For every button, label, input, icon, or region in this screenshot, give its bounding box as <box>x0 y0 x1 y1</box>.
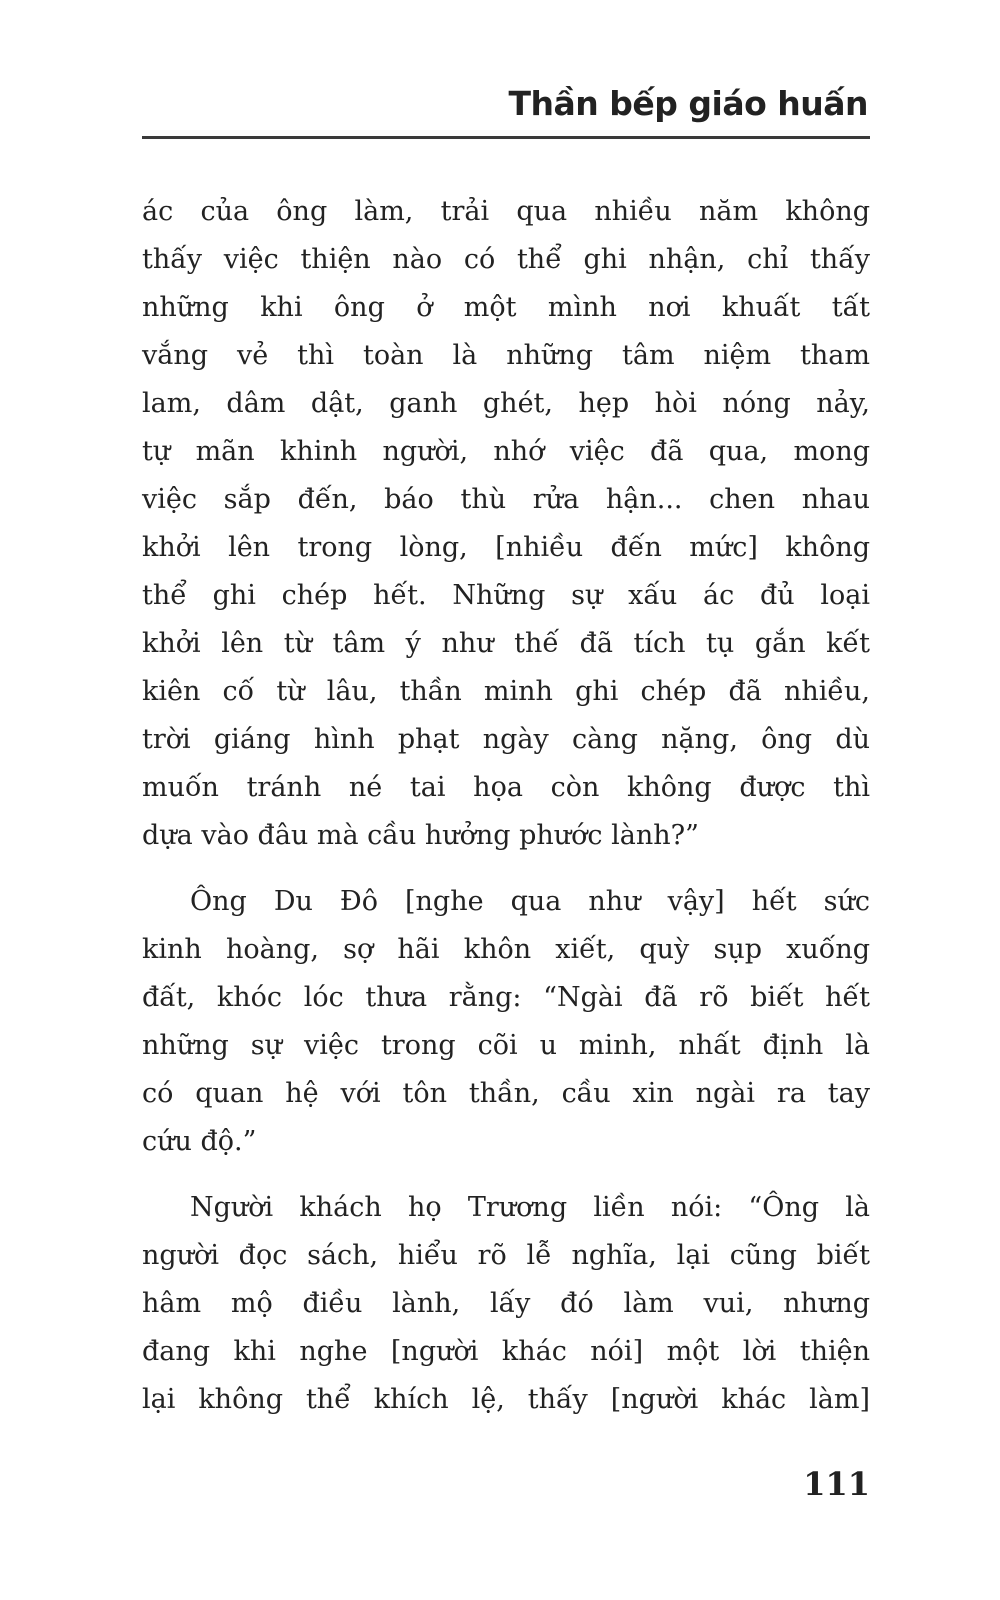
text-line: kinh hoàng, sợ hãi khôn xiết, quỳ sụp xuống <box>142 934 870 965</box>
text-line: khởi lên từ tâm ý như thế đã tích tụ gắn kết <box>142 628 870 659</box>
text-line: những sự việc trong cõi u minh, nhất định là <box>142 1030 870 1061</box>
text-line: những khi ông ở một mình nơi khuất tất <box>142 292 870 323</box>
text-line: đang khi nghe [người khác nói] một lời thiện <box>142 1336 870 1367</box>
paragraph-2 <box>142 878 870 1166</box>
text-line: dựa vào đâu mà cầu hưởng phước lành?” <box>142 820 699 851</box>
text-line: lam, dâm dật, ganh ghét, hẹp hòi nóng nảy, <box>142 388 870 419</box>
text-line: Người khách họ Trương liền nói: “Ông là <box>190 1192 870 1223</box>
text-line: vắng vẻ thì toàn là những tâm niệm tham <box>142 340 870 371</box>
text-line: thể ghi chép hết. Những sự xấu ác đủ loại <box>142 580 870 611</box>
text-line: kiên cố từ lâu, thần minh ghi chép đã nhiều, <box>142 676 870 707</box>
running-title: Thần bếp giáo huấn <box>508 84 868 123</box>
paragraph-1 <box>142 188 870 860</box>
text-line: người đọc sách, hiểu rõ lễ nghĩa, lại cũng biết <box>142 1240 870 1271</box>
text-line: khởi lên trong lòng, [nhiều đến mức] không <box>142 532 870 563</box>
running-header <box>142 80 870 139</box>
text-line: muốn tránh né tai họa còn không được thì <box>142 772 870 803</box>
text-line: thấy việc thiện nào có thể ghi nhận, chỉ thấy <box>142 244 870 275</box>
text-line: Ông Du Đô [nghe qua như vậy] hết sức <box>190 886 870 917</box>
text-line: ác của ông làm, trải qua nhiều năm không <box>142 196 870 227</box>
body-text <box>142 188 870 1424</box>
text-line: lại không thể khích lệ, thấy [người khác làm] <box>142 1384 870 1415</box>
page-number: 111 <box>803 1465 870 1503</box>
text-line: đất, khóc lóc thưa rằng: “Ngài đã rõ biết hết <box>142 982 870 1013</box>
text-line: tự mãn khinh người, nhớ việc đã qua, mong <box>142 436 870 467</box>
text-line: hâm mộ điều lành, lấy đó làm vui, nhưng <box>142 1288 870 1319</box>
text-line: có quan hệ với tôn thần, cầu xin ngài ra tay <box>142 1078 870 1109</box>
text-line: trời giáng hình phạt ngày càng nặng, ông dù <box>142 724 870 755</box>
text-line: việc sắp đến, báo thù rửa hận... chen nhau <box>142 484 870 515</box>
text-line: cứu độ.” <box>142 1126 257 1157</box>
paragraph-3 <box>142 1184 870 1424</box>
